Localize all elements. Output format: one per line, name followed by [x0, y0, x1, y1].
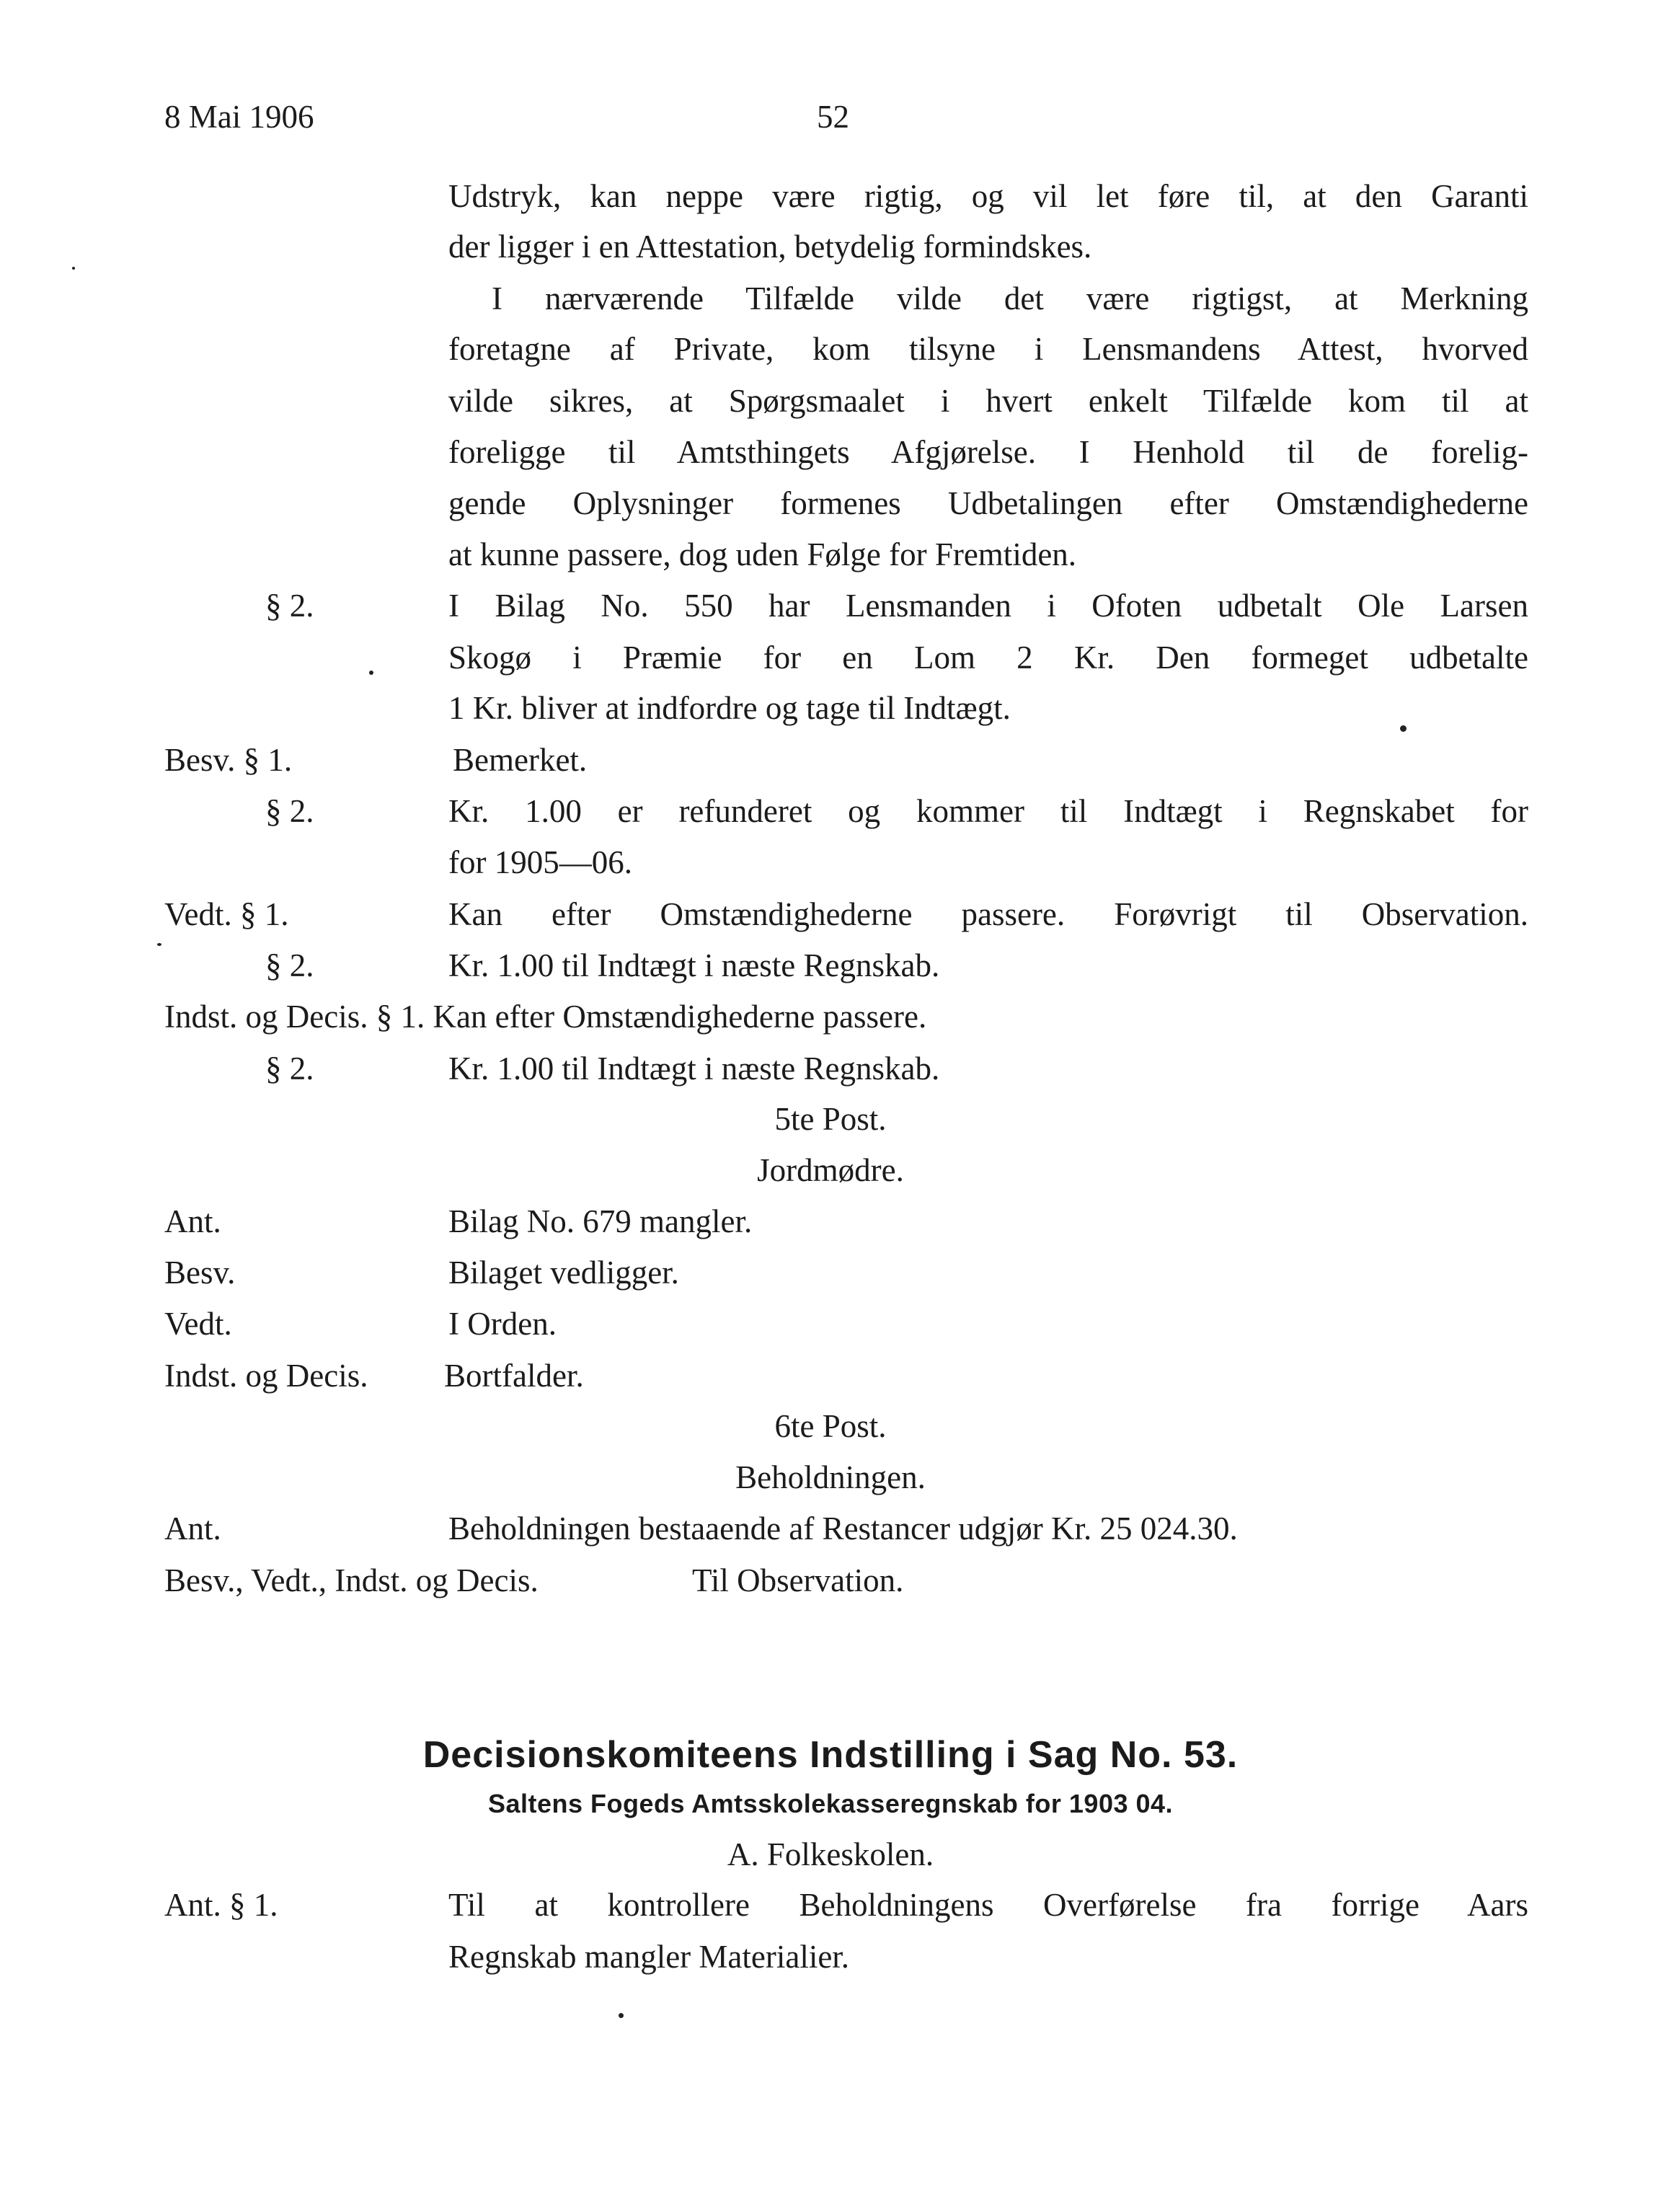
text-line: Udstryk, kan neppe være rigtig, og vil let føre til, at den Garanti	[448, 178, 1528, 214]
text-line: Bemerket.	[453, 742, 588, 778]
text-line: vilde sikres, at Spørgsmaalet i hvert enkelt Tilfælde kom til at	[448, 383, 1528, 419]
text-line: Indst. og Decis. § 1. Kan efter Omstændighederne passere.	[164, 999, 927, 1035]
post-title: 6te Post.	[774, 1408, 887, 1444]
scan-speck	[619, 2013, 624, 2018]
subsection-title: A. Folkeskolen.	[727, 1836, 934, 1872]
text-line: at kunne passere, dog uden Følge for Fremtiden.	[448, 536, 1077, 572]
section-subheading: Saltens Fogeds Amtsskolekasseregnskab for 1903 04.	[487, 1789, 1174, 1818]
text-line: Regnskab mangler Materialier.	[448, 1939, 850, 1975]
text-line: I Bilag No. 550 har Lensmanden i Ofoten udbetalt Ole Larsen	[448, 588, 1528, 624]
scan-speck	[1400, 725, 1407, 732]
text-line: gende Oplysninger formenes Udbetalingen efter Omstændighederne	[448, 485, 1528, 521]
row-label: Besv., Vedt., Indst. og Decis.	[164, 1562, 539, 1598]
post-title: 5te Post.	[774, 1101, 887, 1137]
text-line: Kr. 1.00 er refunderet og kommer til Indtægt i Regnskabet for	[448, 793, 1528, 829]
text-line: Kr. 1.00 til Indtægt i næste Regnskab.	[448, 1050, 940, 1087]
section-label: § 2.	[265, 793, 314, 829]
text-line: I nærværende Tilfælde vilde det være rigtigst, at Merkning	[492, 280, 1528, 317]
text-line: 1 Kr. bliver at indfordre og tage til Indtægt.	[448, 690, 1011, 726]
text-line: for 1905—06.	[448, 844, 632, 880]
post-subtitle: Jordmødre.	[757, 1152, 904, 1188]
text-line: der ligger i en Attestation, betydelig formindskes.	[448, 229, 1092, 265]
row-label: Ant.	[164, 1510, 221, 1547]
text-line: I Orden.	[448, 1306, 557, 1342]
text-line: Til Observation.	[692, 1562, 904, 1598]
scan-speck	[369, 671, 373, 675]
text-line: Beholdningen bestaaende af Restancer udgjør Kr. 25 024.30.	[448, 1510, 1238, 1547]
text-line: Bilaget vedligger.	[448, 1255, 679, 1291]
scan-speck	[157, 943, 161, 946]
row-label: Besv.	[164, 1255, 236, 1291]
page-number: 52	[817, 99, 849, 135]
text-line: Kr. 1.00 til Indtægt i næste Regnskab.	[448, 947, 940, 983]
row-label: Vedt.	[164, 1306, 232, 1342]
post-subtitle: Beholdningen.	[735, 1459, 926, 1495]
text-line: foretagne af Private, kom tilsyne i Lensmandens Attest, hvorved	[448, 331, 1528, 367]
section-label: Besv. § 1.	[164, 742, 293, 778]
row-label: Indst. og Decis.	[164, 1358, 368, 1394]
scan-speck	[72, 267, 75, 270]
text-line: Bortfalder.	[444, 1358, 584, 1394]
section-label: § 2.	[265, 588, 314, 624]
section-heading: Decisionskomiteens Indstilling i Sag No. 53.	[422, 1734, 1239, 1776]
row-label: Ant.	[164, 1203, 221, 1239]
text-line: Bilag No. 679 mangler.	[448, 1203, 753, 1239]
header-date: 8 Mai 1906	[164, 99, 314, 135]
section-label: Vedt. § 1.	[164, 896, 289, 932]
text-line: foreligge til Amtsthingets Afgjørelse. I Henhold til de forelig-	[448, 434, 1528, 470]
text-line: Til at kontrollere Beholdningens Overførelse fra forrige Aars	[448, 1887, 1528, 1923]
section-label: § 2.	[265, 947, 314, 983]
section-label: Ant. § 1.	[164, 1887, 278, 1923]
section-label: § 2.	[265, 1050, 314, 1087]
text-line: Kan efter Omstændighederne passere. Forøvrigt til Observation.	[448, 896, 1528, 932]
text-line: Skogø i Præmie for en Lom 2 Kr. Den formeget udbetalte	[448, 640, 1528, 676]
